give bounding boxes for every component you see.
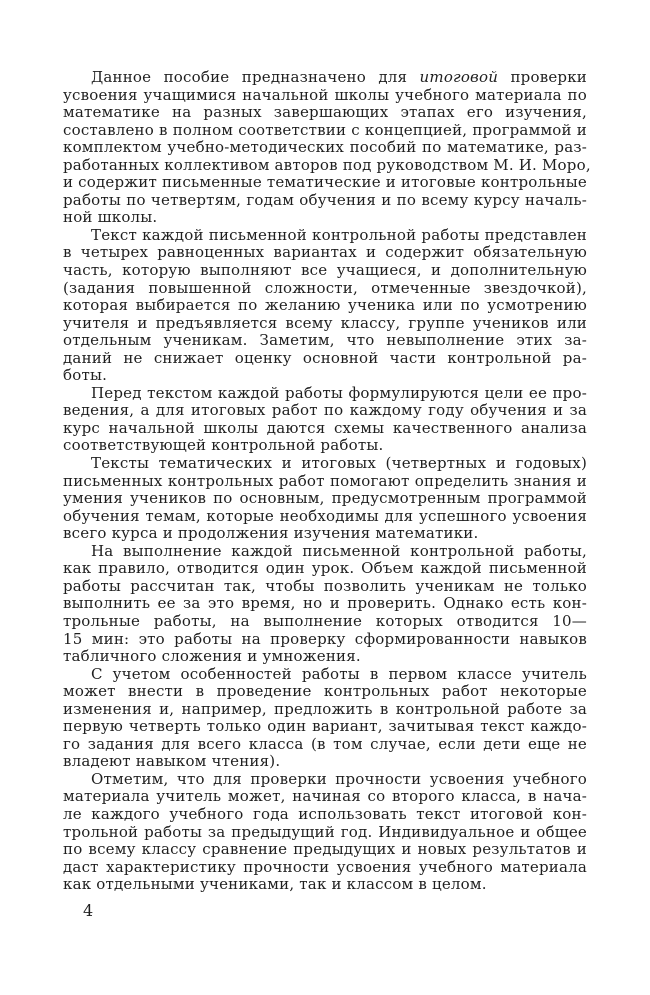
text-line bbox=[63, 876, 587, 894]
text-segment: которая выбирается по желанию ученика или по усмотрению bbox=[63, 296, 587, 315]
text-segment: в четырех равноценных вариантах и содержит обязательную bbox=[63, 243, 587, 262]
text-segment: как отдельными учениками, так и классом в целом. bbox=[63, 875, 487, 894]
text-segment: ле каждого учебного года использовать текст итоговой кон- bbox=[63, 804, 587, 823]
text-line bbox=[63, 718, 587, 736]
text-segment: 15 мин: это работы на проверку сформированности навыков bbox=[63, 629, 587, 648]
text-line bbox=[63, 613, 587, 631]
text-segment: комплектом учебно-методических пособий по математике, раз- bbox=[63, 138, 587, 157]
text-line bbox=[63, 701, 587, 719]
text-segment: и содержит письменные тематические и итоговые контрольные bbox=[63, 173, 588, 192]
text-segment: трольные работы, на выполнение которых отводится 10— bbox=[63, 611, 587, 630]
text-segment: учителя и предъявляется всему классу, группе учеников или bbox=[63, 313, 587, 332]
text-line bbox=[63, 367, 587, 385]
text-segment: изменения и, например, предложить в контрольной работе за bbox=[63, 699, 587, 718]
text-line bbox=[63, 753, 587, 771]
text-line bbox=[63, 508, 587, 526]
text-line bbox=[63, 297, 587, 315]
text-line bbox=[63, 122, 587, 140]
paragraph bbox=[63, 455, 587, 543]
text-segment: даст характеристику прочности усвоения учебного материала bbox=[63, 857, 587, 876]
text-line bbox=[63, 455, 587, 473]
paragraph bbox=[63, 771, 587, 894]
text-segment: табличного сложения и умножения. bbox=[63, 647, 361, 666]
paragraph bbox=[63, 385, 587, 455]
text-segment: Текст каждой письменной контрольной работы представлен bbox=[91, 225, 587, 244]
text-line bbox=[63, 420, 587, 438]
text-line bbox=[63, 280, 587, 298]
text-line bbox=[63, 788, 587, 806]
body-text bbox=[63, 68, 591, 894]
text-segment: соответствующей контрольной работы. bbox=[63, 436, 384, 455]
text-segment: математике на разных завершающих этапах его изучения, bbox=[63, 103, 587, 122]
text-segment: курс начальной школы даются схемы качественного анализа bbox=[63, 418, 587, 437]
text-segment: может внести в проведение контрольных работ некоторые bbox=[63, 682, 587, 701]
text-segment: материала учитель может, начиная со второго класса, в нача- bbox=[63, 787, 587, 806]
text-line bbox=[63, 139, 587, 157]
text-segment: На выполнение каждой письменной контрольной работы, bbox=[91, 541, 587, 560]
text-segment: ной школы. bbox=[63, 208, 158, 227]
text-segment: работы рассчитан так, чтобы позволить ученикам не только bbox=[63, 576, 587, 595]
text-line bbox=[63, 648, 587, 666]
text-segment: всего курса и продолжения изучения математики. bbox=[63, 524, 479, 543]
text-segment: умения учеников по основным, предусмотренным программой bbox=[63, 489, 587, 508]
text-line bbox=[63, 631, 587, 649]
text-segment: как правило, отводится один урок. Объем каждой письменной bbox=[63, 559, 587, 578]
text-segment: письменных контрольных работ помогают определить знания и bbox=[63, 471, 587, 490]
text-line bbox=[63, 244, 587, 262]
text-line bbox=[63, 490, 587, 508]
text-line bbox=[63, 806, 587, 824]
text-segment: проверки bbox=[498, 68, 587, 86]
text-line bbox=[63, 666, 587, 684]
text-segment: го задания для всего класса (в том случае, если дети еще не bbox=[63, 734, 587, 753]
text-line bbox=[63, 683, 587, 701]
text-line bbox=[63, 841, 587, 859]
text-line bbox=[63, 155, 591, 175]
text-segment: ведения, а для итоговых работ по каждому году обучения и за bbox=[63, 401, 587, 420]
text-segment: работанных коллективом авторов под руководством М. И. Моро, bbox=[63, 155, 591, 174]
text-segment: часть, которую выполняют все учащиеся, и дополнительную bbox=[63, 261, 587, 280]
text-segment: трольной работы за предыдущий год. Индивидуальное и общее bbox=[63, 822, 587, 841]
text-segment: С учетом особенностей работы в первом классе учитель bbox=[91, 664, 587, 683]
text-line bbox=[63, 332, 587, 350]
text-line bbox=[63, 473, 587, 491]
text-line bbox=[63, 595, 587, 613]
text-line bbox=[63, 525, 587, 543]
paragraph bbox=[63, 227, 587, 385]
paragraph bbox=[63, 543, 587, 666]
paragraph bbox=[63, 666, 587, 771]
text-line bbox=[63, 385, 587, 403]
text-line bbox=[63, 437, 587, 455]
text-line bbox=[63, 402, 587, 420]
text-segment: Данное пособие предназначено для bbox=[91, 68, 420, 86]
text-line bbox=[63, 209, 587, 227]
text-segment: (задания повышенной сложности, отмеченные звездочкой), bbox=[63, 278, 587, 297]
text-segment: Перед текстом каждой работы формулируются цели ее про- bbox=[91, 383, 587, 402]
text-line bbox=[63, 824, 587, 842]
text-segment: Тексты тематических и итоговых (четвертных и годовых) bbox=[91, 454, 587, 473]
text-segment: отдельным ученикам. Заметим, что невыполнение этих за- bbox=[63, 331, 587, 350]
text-line bbox=[63, 736, 587, 754]
text-line bbox=[63, 174, 587, 192]
text-line bbox=[63, 192, 587, 210]
text-line bbox=[63, 771, 587, 789]
text-segment: Отметим, что для проверки прочности усвоения учебного bbox=[91, 769, 587, 788]
text-segment: работы по четвертям, годам обучения и по всему курсу началь- bbox=[63, 190, 587, 209]
text-line bbox=[63, 104, 587, 122]
text-segment: по всему классу сравнение предыдущих и новых результатов и bbox=[63, 840, 587, 859]
text-segment: выполнить ее за это время, но и проверить. Однако есть кон- bbox=[63, 594, 587, 613]
text-segment: боты. bbox=[63, 366, 108, 385]
text-line bbox=[63, 69, 587, 87]
text-line bbox=[63, 543, 587, 561]
text-line bbox=[63, 87, 587, 105]
text-line bbox=[63, 315, 587, 333]
text-line bbox=[63, 262, 587, 280]
text-segment: обучения темам, которые необходимы для успешного усвоения bbox=[63, 506, 587, 525]
text-segment: владеют навыком чтения). bbox=[63, 752, 281, 771]
page-number: 4 bbox=[83, 901, 94, 920]
text-segment: даний не снижает оценку основной части контрольной ра- bbox=[63, 348, 587, 367]
text-line bbox=[63, 560, 587, 578]
text-segment: составлено в полном соответствии с концепцией, программой и bbox=[63, 120, 587, 139]
text-segment: первую четверть только один вариант, зачитывая текст каждо- bbox=[63, 717, 587, 736]
text-line bbox=[63, 578, 587, 596]
text-line bbox=[63, 227, 587, 245]
text-segment: усвоения учащимися начальной школы учебного материала по bbox=[63, 85, 587, 104]
text-line bbox=[63, 859, 587, 877]
italic-text: итоговой bbox=[419, 68, 499, 86]
text-line bbox=[63, 350, 587, 368]
paragraph bbox=[63, 68, 591, 227]
